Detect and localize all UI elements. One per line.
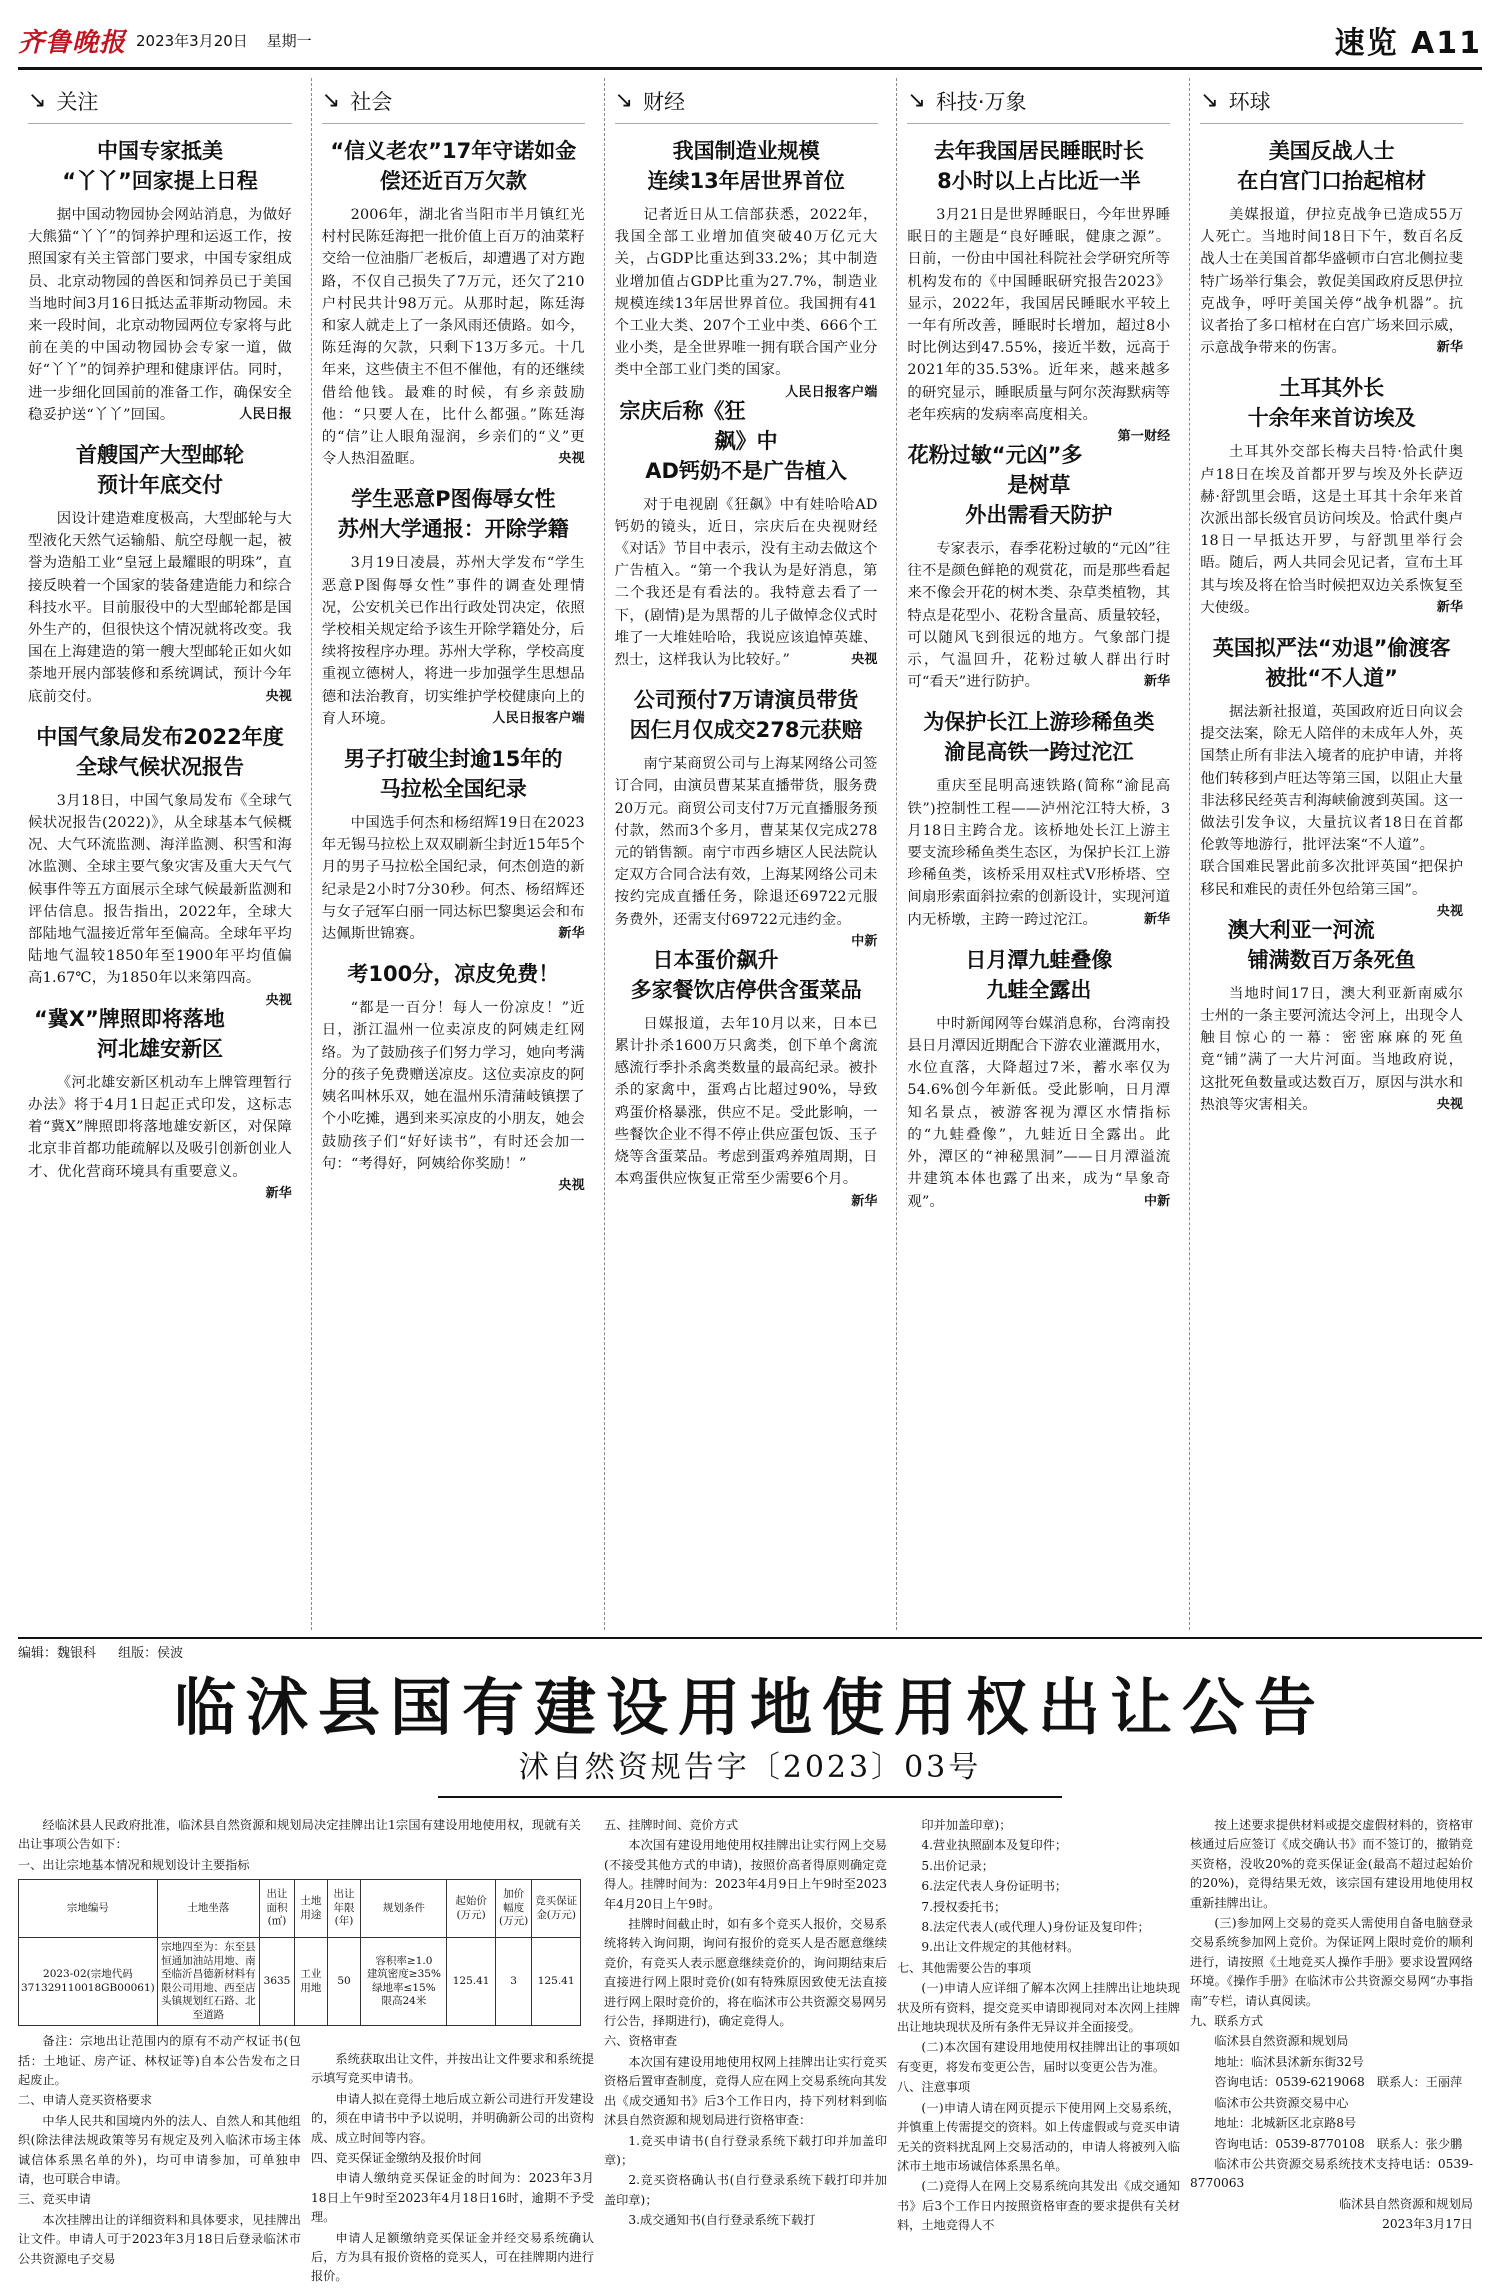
notice-paragraph: 8.法定代表人(或代理人)身份证及复印件； — [921, 1920, 1150, 1935]
section-header — [615, 78, 878, 124]
article-source: 央视 — [558, 451, 585, 467]
issue-weekday: 星期一 — [266, 32, 312, 50]
table-header-cell: 规划条件 — [361, 1880, 447, 1938]
notice-column-2 — [311, 2050, 594, 2288]
notice-paragraph: (二)本次国有建设用地使用权挂牌出让的事项如有变更，将发布变更公告，届时以变更公告为准。 — [897, 2040, 1180, 2074]
table-header-cell: 加价幅度(万元) — [495, 1880, 531, 1938]
article — [907, 440, 1170, 693]
notice-heading: 六、资格审查 — [604, 2034, 678, 2049]
section-title: 科技·万象 — [935, 89, 1027, 114]
article-body: 中时新闻网等台媒消息称，台湾南投县日月潭因近期配合下游农业灌溉用水，水位直落，大降超过7米，蓄水率仅为54.6%创今年新低。受此影响，日月潭知名景点，被游客视为潭区水情指标的“九蛙叠像”，九蛙近日全露出。此外，潭区的“神秘黑洞”——日月潭溢流井建筑本体也露了出来，成为“旱象奇观”。 — [907, 1015, 1171, 1210]
article-source: 央视 — [1436, 1096, 1464, 1112]
section-title: 环球 — [1228, 89, 1271, 114]
notice-heading: 三、竞买申请 — [18, 2192, 92, 2207]
article-source: 新华 — [1143, 674, 1171, 690]
table-cell: 125.41 — [447, 1938, 496, 2026]
article-source: 人民日报客户端 — [492, 710, 585, 726]
column-3 — [896, 78, 1180, 1630]
table-cell: 2023-02(宗地代码371329110018GB00061) — [19, 1938, 158, 2026]
column-4 — [1189, 78, 1473, 1630]
notice-paragraph: 申请人缴纳竞买保证金的时间为：2023年3月18日上午9时至2023年4月18日16时，逾期不予受理。 — [311, 2171, 594, 2225]
table-header-cell: 竞买保证金(万元) — [532, 1880, 581, 1938]
article — [1200, 915, 1463, 1116]
notice-column-4 — [897, 1816, 1180, 2237]
article — [615, 396, 878, 672]
article-source: 第一财经 — [1117, 429, 1171, 445]
section-title: 财经 — [643, 89, 686, 114]
notice-heading: 九、联系方式 — [1190, 2014, 1264, 2029]
section-header — [28, 78, 292, 124]
article-headline: 公司预付7万请演员带货 因仨月仅成交278元获赔 — [629, 688, 863, 743]
notice-paragraph: 临沭县自然资源和规划局 — [1338, 2196, 1473, 2211]
article-headline: 中国专家抵美 “丫丫”回家提上日程 — [62, 139, 258, 193]
article-headline: 男子打破尘封逾15年的 马拉松全国纪录 — [344, 747, 563, 802]
notice-paragraph: 地址：北城新区北京路8号 — [1214, 2116, 1357, 2131]
editor-line — [18, 1637, 1482, 1661]
table-row — [19, 1938, 581, 2026]
table-cell: 50 — [327, 1938, 361, 2026]
notice-paragraph: 备注：宗地出让范围内的原有不动产权证书(包括：土地证、房产证、林权证等)自本公告发布之日起废止。 — [18, 2034, 301, 2088]
notice-paragraph: 本次国有建设用地使用权网上挂牌出让实行竞买资格后置审查制度，竞得人应在网上交易系统向其发出《成交通知书》后3个工作日内，持下列材料到临沭县自然资源和规划局进行资格审查： — [604, 2054, 887, 2128]
article-headline: 学生恶意P图侮辱女性 苏州大学通报：开除学籍 — [337, 487, 569, 542]
table-cell: 3 — [495, 1938, 531, 2026]
notice-paragraph: 系统获取出让文件，并按出让文件要求和系统提示填写竞买申请书。 — [311, 2052, 594, 2086]
article-body: 2006年，湖北省当阳市半月镇红光村村民陈廷海把一批价值上百万的油菜籽交给一位油脂厂老板后，却遭遇了对方跑路，不仅自己损失了7万元，还欠了210户村民共计98万元。从那时起，陈廷海和家人就走上了一条风雨还债路。如今，陈廷海的欠款，只剩下13万多元。十几年来，这些债主不但不催他，有的还继续借给他钱。最难的时候，有乡亲鼓励他：“只要人在，比什么都强。”陈廷海的“信”让人眼角湿润，乡亲们的“义”更令人热泪盈眶。 — [321, 207, 585, 468]
notice-column-3 — [604, 1816, 887, 2232]
article-source: 新华 — [558, 926, 585, 942]
notice-paragraph: 咨询电话：0539-8770108 联系人：张少鹏 — [1214, 2136, 1463, 2151]
issue-date: 2023年3月20日 — [136, 32, 248, 50]
article-source: 央视 — [851, 652, 878, 668]
article-body: 日媒报道，去年10月以来，日本已累计扑杀1600万只禽类，创下单个禽流感流行季扑杀禽类数量的最高纪录。被扑杀的家禽中，蛋鸡占比超过90%，导致鸡蛋价格暴涨，供应不足。受此影响，一些餐饮企业不得不停止供应蛋包饭、玉子烧等含蛋菜品。考虑到蛋鸡养殖周期，日本鸡蛋供应恢复正常至少需要6个月。 — [614, 1015, 878, 1188]
article — [614, 945, 878, 1209]
table-cell: 宗地四至为：东至县恒通加油站用地、南至临沂昌德新材料有限公司用地、西至店头镇规划红石路、北至道路 — [157, 1938, 259, 2026]
section-header — [322, 78, 585, 124]
article-source: 央视 — [1436, 903, 1464, 919]
notice-paragraph: 中华人民共和国境内外的法人、自然人和其他组织(除法律法规政策等另有规定及列入临沭市场主体诚信体系黑名单的外)，均可申请参加，可单独申请，也可联合申请。 — [18, 2113, 301, 2187]
column-2 — [604, 78, 888, 1630]
notice-paragraph: (二)竞得人在网上交易系统向其发出《成交通知书》后3个工作日内按照资格审查的要求提供有关材料，土地竞得人不 — [897, 2179, 1180, 2233]
article-source: 人民日报 — [239, 406, 292, 422]
article — [322, 744, 585, 945]
article-headline: 宗庆后称《狂飙》中 AD钙奶不是广告植入 — [619, 398, 847, 483]
arrow-icon: ↘ — [321, 88, 341, 113]
article-headline: 考100分，凉皮免费！ — [347, 962, 560, 987]
article-body: 专家表示，春季花粉过敏的“元凶”往往不是颜色鲜艳的观赏花，而是那些看起来不像会开花的树木类、杂草类植物，其特点是花型小、花粉含量高、质量较轻，可以随风飞到很远的地方。气象部门提示，气温回升，花粉过敏人群出行时可“看天”进行防护。 — [907, 541, 1171, 691]
article — [28, 722, 292, 1008]
notice-heading: 五、挂牌时间、竞价方式 — [604, 1818, 739, 1832]
article-body: 当地时间17日，澳大利亚新南威尔士州的一条主要河流达令河上，出现令人触目惊心的一幕：密密麻麻的死鱼竟“铺”满了一大片河面。当地政府说，这批死鱼数量或达数百万，原因与洪水和热浪等灾害相关。 — [1200, 985, 1464, 1113]
table-header-cell: 土地用途 — [295, 1880, 327, 1938]
article-source: 新华 — [1143, 911, 1171, 927]
article-body: 据法新社报道，英国政府近日向议会提交法案，除无人陪伴的未成年人外，英国禁止所有非法入境者的庇护申请，并将他们转移到卢旺达等第三国，以阻止大量非法移民经英吉利海峡偷渡到英国。这一做法引发争议，大量抗议者18日在首都伦敦等地游行，批评法案“不人道”。 联合国难民署此前多次批评英国“把保护移民和难民的责任外包给第三国”。 — [1200, 704, 1464, 898]
article-body: 记者近日从工信部获悉，2022年，我国全部工业增加值突破40万亿元大关，占GDP比重达到33.2%；其中制造业增加值占GDP比重为27.7%，制造业规模连续13年居世界首位。我国拥有41个工业大类、207个工业中类、666个工业小类，是全世界唯一拥有联合国产业分类中全部工业门类的国家。 — [614, 207, 878, 379]
article-source: 新华 — [851, 1193, 878, 1209]
article-headline: 美国反战人士 在白宫门口抬起棺材 — [1237, 139, 1427, 193]
article-body: 《河北雄安新区机动车上牌管理暂行办法》将于4月1日起正式印发，这标志着“冀X”牌照即将落地雄安新区，对保障北京非首都功能疏解以及吸引创新创业人才、优化营商环境具有重要意义。 — [28, 1074, 292, 1180]
article-headline: 日本蛋价飙升 多家餐饮店停供含蛋菜品 — [630, 947, 862, 1002]
article — [28, 136, 292, 426]
article-source: 新华 — [265, 1185, 292, 1201]
notice-paragraph: (三)参加网上交易的竞买人需使用自备电脑登录交易系统参加网上竞价。为保证网上限时竞价的顺利进行，请按照《土地竞买人操作手册》要求设置网络环境。《操作手册》在临沭市公共资源交易网“办事指南”专栏，请认真阅读。 — [1190, 1916, 1473, 2008]
table-header-cell: 宗地编号 — [19, 1880, 158, 1938]
notice-paragraph: 临沭县自然资源和规划局 — [1214, 2034, 1349, 2049]
notice-column-5 — [1190, 1816, 1473, 2236]
news-columns — [18, 78, 1482, 1630]
table-cell: 工业用地 — [295, 1938, 327, 2026]
article-headline: 我国制造业规模 连续13年居世界首位 — [647, 139, 845, 193]
section-header — [907, 78, 1170, 124]
article — [322, 136, 585, 470]
table-header-cell: 出让年限(年) — [327, 1880, 361, 1938]
notice-heading: 七、其他需要公告的事项 — [897, 1960, 1032, 1975]
article-body: 因设计建造难度极高，大型邮轮与大型液化天然气运输船、航空母舰一起，被誉为造船工业“皇冠上最耀眼的明珠”，直接反映着一个国家的装备建造能力和综合科技水平。目前服役中的大型邮轮都是国外生产的，但很快这个情况就将改变。我国在上海建造的第一艘大型邮轮正如火如荼地开展内部装修和系统调试，预计今年底前交付。 — [28, 511, 292, 705]
notice-paragraph: 9.出让文件规定的其他材料。 — [921, 1940, 1080, 1955]
section-title: 社会 — [350, 89, 393, 114]
notice-heading: 八、注意事项 — [897, 2080, 971, 2095]
newspaper-logo: 齐鲁晚报 — [18, 28, 127, 58]
article-source: 央视 — [265, 688, 292, 704]
article — [614, 136, 878, 400]
notice-paragraph: 本次国有建设用地使用权挂牌出让实行网上交易(不接受其他方式的申请)，按照价高者得原则确定竞得人。挂牌时间为：2023年4月9日上午9时至2023年4月20日上午9时。 — [604, 1838, 887, 1911]
article-source: 央视 — [265, 992, 292, 1008]
notice-paragraph: 2.竞买资格确认书(自行登录系统下载打印并加盖印章)； — [604, 2173, 887, 2207]
notice-paragraph: 印并加盖印章)； — [921, 1818, 1012, 1832]
designer-name: 组版：侯波 — [118, 1646, 184, 1661]
table-header-cell: 土地坐落 — [157, 1880, 259, 1938]
article — [28, 1004, 292, 1201]
notice-paragraph: 4.营业执照副本及复印件； — [921, 1838, 1068, 1853]
article — [614, 685, 878, 949]
editor-name: 编辑：魏银科 — [18, 1646, 97, 1661]
article-source: 中新 — [1143, 1193, 1171, 1209]
arrow-icon: ↘ — [907, 88, 926, 113]
notice-paragraph: 申请人拟在竞得土地后成立新公司进行开发建设的，须在申请书中予以说明，并明确新公司的出资构成、成立时间等内容。 — [311, 2091, 594, 2145]
article-body: 美媒报道，伊拉克战争已造成55万人死亡。当地时间18日下午，数百名反战人士在美国首都华盛顿市白宫北侧拉斐特广场举行集会，敦促美国政府反思伊拉克战争，呼吁美国关停“战争机器”。抗议者抬了多口棺材在白宫广场来回示威，示意战争带来的伤害。 — [1200, 207, 1464, 357]
table-header-cell: 起始价(万元) — [447, 1880, 496, 1938]
notice-paragraph: 地址：临沭县沭新东街32号 — [1214, 2054, 1364, 2069]
page-label: 速览 A11 — [1334, 26, 1482, 61]
notice-paragraph: 6.法定代表人身份证明书； — [921, 1879, 1068, 1894]
land-notice — [18, 1660, 1482, 2284]
article — [321, 959, 585, 1193]
notice-intro: 经临沭县人民政府批准，临沭县自然资源和规划局决定挂牌出让1宗国有建设用地使用权，现就有关出让事项公告如下： — [18, 1818, 581, 1852]
article — [1200, 633, 1464, 919]
article — [907, 707, 1170, 930]
article-body: 据中国动物园协会网站消息，为做好大熊猫“丫丫”的饲养护理和运返工作，按照国家有关主管部门要求，中国专家组成员、北京动物园的兽医和饲养员已于美国当地时间3月16日抵达孟菲斯动物园。未来一段时间，北京动物园两位专家将与此前在美的中国动物园协会专家一道，做好“丫丫”的饲养护理和健康评估。同时，进一步细化回国前的准备工作，确保安全稳妥护送“丫丫”回国。 — [28, 207, 292, 423]
arrow-icon: ↘ — [614, 88, 634, 113]
article-body: 对于电视剧《狂飙》中有娃哈哈AD钙奶的镜头，近日，宗庆后在央视财经《对话》节目中表示，没有主动去做这个广告植入。“第一个我认为是好消息，第二个我还是有看法的。我特意去看了一下，(剧情)是为黑帮的儿子做悼念仪式时堆了一大堆娃哈哈，我说应该追悼英雄、烈士，这样我认为比较好。” — [614, 496, 878, 669]
notice-paragraph: 咨询电话：0539-6219068 联系人：王丽萍 — [1214, 2075, 1463, 2090]
notice-title: 临沭县国有建设用地使用权出让公告 — [173, 1671, 1326, 1744]
article-headline: 为保护长江上游珍稀鱼类 渝昆高铁一跨过沱江 — [923, 710, 1155, 765]
notice-paragraph: 临沭市公共资源交易中心 — [1214, 2095, 1349, 2110]
section-header — [1200, 78, 1463, 124]
notice-paragraph: 3.成交通知书(自行登录系统下载打 — [628, 2213, 816, 2228]
table-header-cell: 出让面积(㎡) — [259, 1880, 294, 1938]
article-body: 3月21日是世界睡眠日，今年世界睡眠日的主题是“良好睡眠，健康之源”。日前，一份由中国社科院社会学研究所等机构发布的《中国睡眠研究报告2023》显示，2022年，我国居民睡眠水平较上一年有所改善，睡眠时长增加，超过8小时比例达到47.55%，接近半数，远高于2021年的35.53%。近年来，越来越多的研究显示，睡眠质量与阿尔茨海默病等老年疾病的发病率高度相关。 — [907, 207, 1171, 423]
date-line — [136, 30, 326, 51]
article — [907, 136, 1171, 445]
notice-paragraph: 5.出价记录； — [921, 1858, 994, 1873]
notice-paragraph: (一)申请人请在网页提示下使用网上交易系统，并慎重上传需提交的资料。如上传虚假或与竞买申请无关的资料扰乱网上交易活动的，申请人将被列入临沭市土地市场诚信体系黑名单。 — [897, 2100, 1180, 2173]
article-source: 央视 — [558, 1177, 585, 1193]
article-headline: 土耳其外长 十余年来首访埃及 — [1247, 376, 1416, 431]
article — [1200, 136, 1463, 359]
article-body: 中国选手何杰和杨绍辉19日在2023年无锡马拉松上双双刷新尘封近15年5个月的男子马拉松全国纪录，何杰创造的新纪录是2小时7分30秒。何杰、杨绍辉还与女子冠军白丽一同达标巴黎奥运会和布达佩斯世锦赛。 — [321, 815, 585, 943]
table-cell: 125.41 — [532, 1938, 581, 2026]
notice-paragraph: 7.授权委托书； — [921, 1899, 1007, 1914]
column-1 — [311, 78, 595, 1630]
article-body: 南宁某商贸公司与上海某网络公司签订合同，由演员曹某某直播带货，服务费20万元。商贸公司支付7万元直播服务预付款，然而3个多月，曹某某仅完成278元的销售额。南宁市西乡塘区人民法院认定双方合同合法有效，上海某网络公司未按约完成直播任务，除退还69722元服务费外，还需支付69722元违约金。 — [614, 756, 878, 928]
article-source: 新华 — [1436, 599, 1464, 615]
article — [28, 440, 292, 708]
table-cell: 3635 — [259, 1938, 294, 2026]
notice-heading: 四、竞买保证金缴纳及报价时间 — [311, 2151, 482, 2166]
article-body: 3月19日凌晨，苏州大学发布“学生恶意P图侮辱女性”事件的调查处理情况，公安机关已作出行政处罚决定，依照学校相关规定给予该生开除学籍处分，后续将按程序办理。苏州大学称，学校高度重视立德树人，将进一步加强学生思想品德和法治教育，切实维护学校健康向上的育人环境。 — [321, 555, 585, 727]
notice-paragraph: 挂牌时间截止时，如有多个竞买人报价，交易系统将转入询问期，询问有报价的竞买人是否愿意继续竞价，有竞买人表示愿意继续竞价的，询问期结束后直接进行网上限时竞价(如有特殊原因致使无法直接进行网上限时竞价的，将在临沭市公共资源交易网另行公告，择期进行)，确定竞得人。 — [604, 1917, 887, 2029]
article-headline: 首艘国产大型邮轮 预计年底交付 — [76, 443, 244, 498]
notice-notes — [18, 2032, 301, 2269]
notice-subtitle: 沭自然资规告字〔2023〕03号 — [438, 1748, 1062, 1798]
notice-paragraph: 按上述要求提供材料或提交虚假材料的，资格审核通过后应签订《成交确认书》而不签订的，撤销竞买资格，没收20%的竞买保证金(最高不超过起始价的20%)，竞得结果无效，该宗国有建设用地使用权重新挂牌出让。 — [1190, 1818, 1473, 1910]
notice-paragraph: 2023年3月17日 — [1382, 2217, 1473, 2232]
article-headline: 澳大利亚一河流 铺满数百万条死鱼 — [1227, 917, 1416, 972]
article-headline: 英国拟严法“劝退”偷渡客 被批“不人道” — [1212, 636, 1451, 691]
arrow-icon: ↘ — [28, 88, 47, 113]
article-source: 新华 — [1436, 340, 1464, 356]
article-body: “都是一百分！每人一份凉皮！”近日，浙江温州一位卖凉皮的阿姨走红网络。为了鼓励孩子们努力学习，她向考满分的孩子免费赠送凉皮。这位卖凉皮的阿姨名叫林乐双，她在温州乐清蒲岐镇摆了个小吃摊，遇到来买凉皮的小朋友，她会鼓励孩子们“好好读书”，有时还会加一句：“考得好，阿姨给你奖励！” — [321, 1000, 585, 1172]
article-headline: 去年我国居民睡眠时长 8小时以上占比近一半 — [933, 139, 1144, 193]
article — [907, 945, 1170, 1213]
column-0 — [18, 78, 302, 1630]
notice-paragraph: 临沭市公共资源交易系统技术支持电话：0539-8770063 — [1190, 2156, 1473, 2191]
article — [1200, 373, 1463, 619]
notice-heading: 二、申请人竞买资格要求 — [18, 2093, 153, 2108]
article-headline: 花粉过敏“元凶”多是树草 外出需看天防护 — [907, 443, 1113, 528]
article-body: 3月18日，中国气象局发布《全球气候状况报告(2022)》，从全球基本气候概况、大气环流监测、海洋监测、积雪和海冰监测、全球主要气象灾害及重大天气气候事件等五方面展示全球气候最新监测和评估信息。报告指出，2022年，全球大部陆地气温接近常年至偏高。全球年平均陆地气温较1850年至1900年平均值偏高1.67℃，为1850年以来第四高。 — [28, 792, 292, 987]
section-title: 关注 — [56, 89, 99, 114]
article-headline: “信义老农”17年守诺如金 偿还近百万欠款 — [330, 139, 577, 193]
arrow-icon: ↘ — [1200, 88, 1219, 113]
article-headline: 中国气象局发布2022年度 全球气候状况报告 — [36, 724, 284, 779]
notice-heading: 一、出让宗地基本情况和规划设计主要指标 — [18, 1857, 250, 1872]
article — [322, 484, 585, 730]
table-cell: 容积率≥1.0 建筑密度≥35% 绿地率≤15% 限高24米 — [361, 1938, 447, 2026]
article-headline: “冀X”牌照即将落地 河北雄安新区 — [34, 1006, 225, 1061]
article-body: 土耳其外交部长梅夫吕特·恰武什奥卢18日在埃及首都开罗与埃及外长萨迈赫·舒凯里会晤，这是土耳其十余年来首次派出部长级官员访问埃及。恰武什奥卢18日一早抵达开罗，与舒凯里举行会晤。随后，两人共同会见记者，宣布土耳其与埃及将在恰当时候把双边关系恢复至大使级。 — [1200, 444, 1464, 616]
notice-paragraph: (一)申请人应详细了解本次网上挂牌出让地块现状及所有资料，提交竞买申请即视同对本次网上挂牌出让地块现状及所有条件无异议并全面接受。 — [897, 1981, 1180, 2035]
article-headline: 日月潭九蛙叠像 九蛙全露出 — [965, 947, 1113, 1002]
notice-paragraph: 1.竞买申请书(自行登录系统下载打印并加盖印章)； — [604, 2133, 887, 2167]
article-source: 中新 — [851, 933, 878, 949]
notice-paragraph: 申请人足额缴纳竞买保证金并经交易系统确认后，方为具有报价资格的竞买人，可在挂牌期内进行报价。 — [311, 2230, 594, 2284]
masthead — [18, 12, 1482, 70]
land-table — [18, 1879, 581, 2026]
article-source: 人民日报客户端 — [785, 384, 878, 400]
notice-paragraph: 本次挂牌出让的详细资料和具体要求，见挂牌出让文件。申请人可于2023年3月18日后登录临沭市公共资源电子交易 — [18, 2212, 301, 2266]
article-body: 重庆至昆明高速铁路(简称“渝昆高铁”)控制性工程——泸州沱江特大桥，3月18日主跨合龙。该桥地处长江上游主要支流珍稀鱼类生态区，为保护长江上游珍稀鱼类，该桥采用双柱式V形桥塔、空间扇形索面斜拉索的创新设计，实现河道内无桥墩，主跨一跨过沱江。 — [907, 778, 1171, 928]
